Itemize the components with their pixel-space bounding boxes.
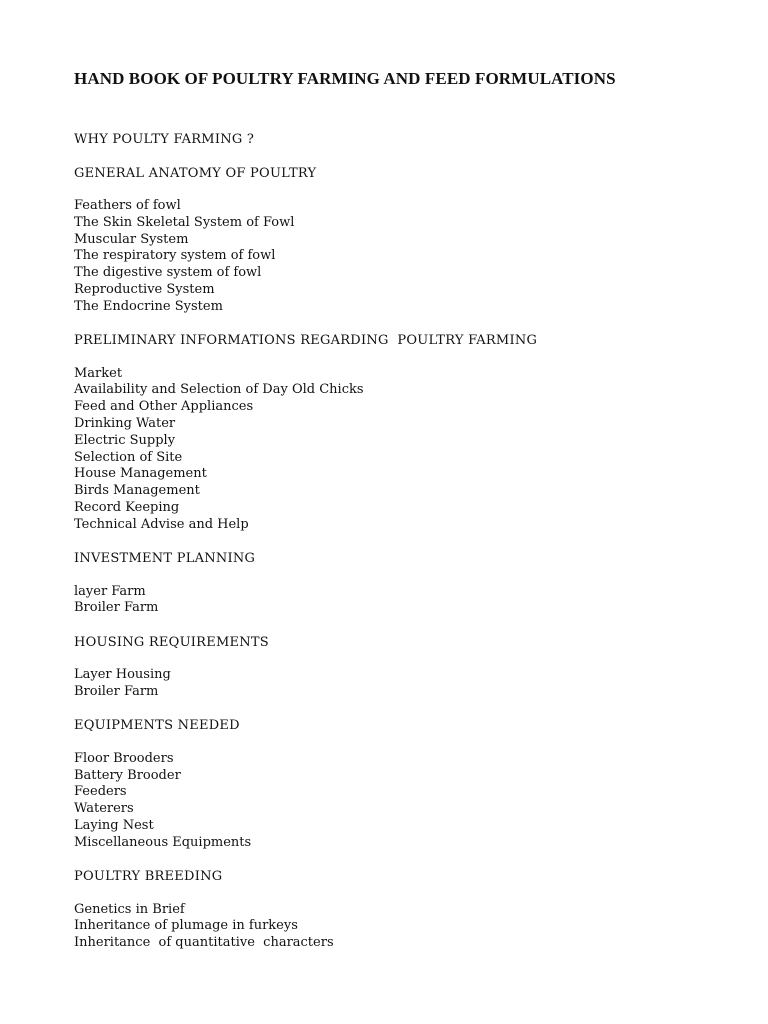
toc-section [74,717,734,851]
list-item: The Skin Skeletal System of Fowl [74,214,295,230]
section-item-list [74,584,734,618]
list-item: Inheritance of quantitative characters [74,935,334,951]
section-heading: WHY POULTY FARMING ? [74,132,255,147]
list-item: Feed and Other Appliances [74,399,254,415]
toc-section [74,332,734,533]
list-item: Selection of Site [74,449,183,465]
table-of-contents [74,131,734,952]
toc-section [74,868,734,952]
list-item: Availability and Selection of Day Old Chicks [74,382,364,398]
list-item: Market [74,365,123,381]
list-item: Feeders [74,784,127,800]
toc-section [74,550,734,617]
list-item: Battery Brooder [74,767,181,783]
list-item: Feathers of fowl [74,198,181,213]
list-item: The Endocrine System [74,298,223,314]
list-item: House Management [74,466,207,482]
section-item-list [74,751,734,852]
list-item: Reproductive System [74,281,215,297]
section-heading: HOUSING REQUIREMENTS [74,634,269,650]
list-item: layer Farm [74,583,146,599]
list-item: Broiler Farm [74,600,159,616]
section-heading: POULTRY BREEDING [74,869,223,885]
section-heading: INVESTMENT PLANNING [74,551,256,567]
list-item: Laying Nest [74,817,154,833]
list-item: Drinking Water [74,415,176,431]
list-item: Genetics in Brief [74,901,185,917]
section-item-list [74,902,734,952]
section-item-list [74,366,734,534]
list-item: Floor Brooders [74,750,174,766]
list-item: Muscular System [74,231,189,247]
section-heading: PRELIMINARY INFORMATIONS REGARDING POULTRY FARMING [74,333,538,349]
document-title: HAND BOOK OF POULTRY FARMING AND FEED FORMULATIONS [74,69,616,88]
list-item: Miscellaneous Equipments [74,834,252,850]
toc-section [74,634,734,701]
toc-section [74,131,734,148]
section-item-list [74,198,734,316]
list-item: Waterers [74,801,134,817]
document-page [74,68,734,968]
list-item: The digestive system of fowl [74,265,262,281]
list-item: Broiler Farm [74,683,159,699]
toc-section [74,165,734,316]
section-heading: GENERAL ANATOMY OF POULTRY [74,165,317,181]
section-item-list [74,667,734,701]
list-item: Technical Advise and Help [74,516,249,532]
list-item: Electric Supply [74,432,176,448]
list-item: Layer Housing [74,667,171,683]
list-item: Record Keeping [74,499,180,515]
list-item: Birds Management [74,483,200,499]
section-heading: EQUIPMENTS NEEDED [74,718,240,734]
list-item: Inheritance of plumage in furkeys [74,918,298,934]
list-item: The respiratory system of fowl [74,248,276,264]
